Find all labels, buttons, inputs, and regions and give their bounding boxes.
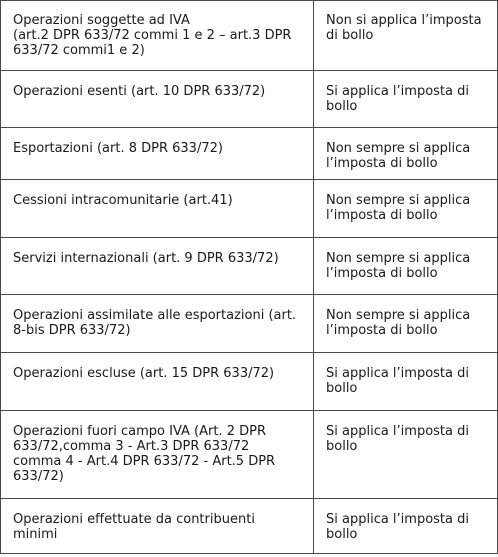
table-row [1,411,498,499]
operation-cell: Operazioni esenti (art. 10 DPR 633/72) [1,71,314,128]
operation-cell [1,1,314,71]
stamp-duty-cell: Non sempre si applica l’imposta di bollo [314,238,498,295]
stamp-duty-cell: Si applica l’imposta di bollo [314,353,498,411]
table-row [1,238,498,295]
stamp-duty-cell: Non si applica l’imposta di bollo [314,1,498,71]
stamp-duty-cell: Si applica l’imposta di bollo [314,411,498,499]
operation-cell: Operazioni assimilate alle esportazioni (art. 8-bis DPR 633/72) [1,295,314,353]
operation-cell: Esportazioni (art. 8 DPR 633/72) [1,128,314,180]
table-row [1,71,498,128]
table-row [1,353,498,411]
operation-label-line1: Operazioni soggette ad IVA [13,13,190,28]
table-row [1,1,498,71]
stamp-duty-cell: Non sempre si applica l’imposta di bollo [314,180,498,238]
operation-cell: Cessioni intracomunitarie (art.41) [1,180,314,238]
operation-cell: Operazioni effettuate da contribuenti minimi [1,499,314,554]
table-row [1,128,498,180]
table-row [1,180,498,238]
table-row [1,295,498,353]
operation-label-line2: (art.2 DPR 633/72 commi 1 e 2 – art.3 DPR 633/72 commi1 e 2) [13,28,292,58]
operation-cell: Operazioni escluse (art. 15 DPR 633/72) [1,353,314,411]
operation-cell: Operazioni fuori campo IVA (Art. 2 DPR 633/72,comma 3 - Art.3 DPR 633/72 comma 4 - Art.4 DPR 633/72 - Art.5 DPR 633/72) [1,411,314,499]
stamp-duty-cell: Si applica l’imposta di bollo [314,71,498,128]
stamp-duty-cell: Si applica l’imposta di bollo [314,499,498,554]
operation-cell: Servizi internazionali (art. 9 DPR 633/72) [1,238,314,295]
stamp-duty-cell: Non sempre si applica l’imposta di bollo [314,295,498,353]
table-row [1,499,498,554]
stamp-duty-cell: Non sempre si applica l’imposta di bollo [314,128,498,180]
